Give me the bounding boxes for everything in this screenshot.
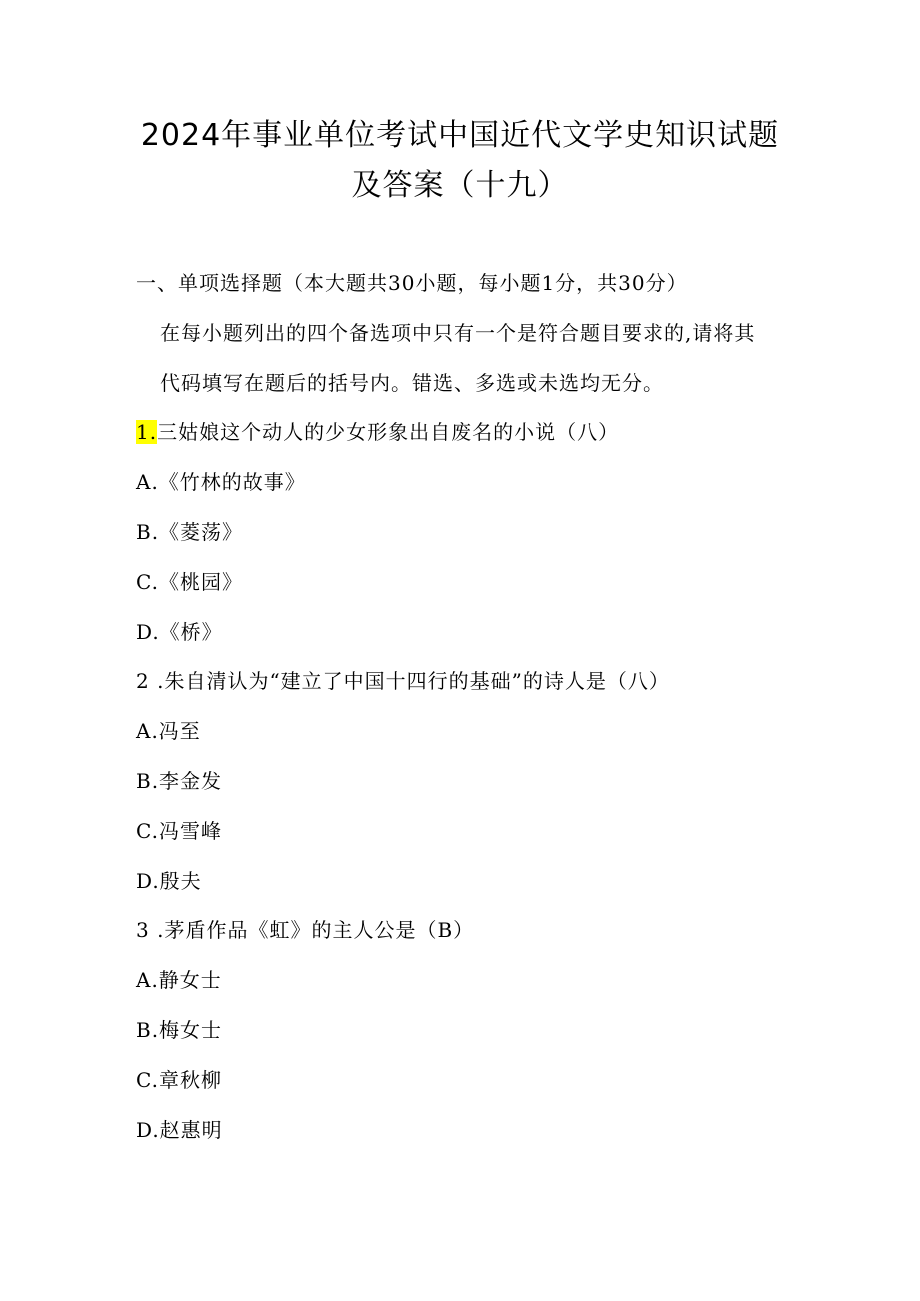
question-1-option-c: C.《桃园》 bbox=[136, 570, 243, 594]
question-3-text: .茅盾作品《虹》的主人公是（B） bbox=[149, 918, 475, 942]
question-1 bbox=[136, 417, 619, 447]
question-2-text: .朱自清认为“建立了中国十四行的基础”的诗人是（八） bbox=[149, 669, 670, 693]
question-2 bbox=[136, 666, 670, 696]
question-1-option-a: A.《竹林的故事》 bbox=[136, 470, 306, 494]
question-3 bbox=[136, 915, 474, 945]
document-title-line-2: 及答案（十九） bbox=[351, 168, 569, 203]
question-3-option-d: D.赵惠明 bbox=[136, 1118, 223, 1142]
section-heading: 一、单项选择题（本大题共30小题，每小题1分，共30分） bbox=[136, 271, 688, 295]
question-2-option-d: D.殷夫 bbox=[136, 869, 202, 893]
question-3-option-b: B.梅女士 bbox=[136, 1018, 223, 1042]
question-2-option-a: A.冯至 bbox=[136, 719, 201, 743]
section-instruction-line-1: 在每小题列出的四个备选项中只有一个是符合题目要求的,请将其 bbox=[160, 321, 756, 345]
document-title-line-1: 2024年事业单位考试中国近代文学史知识试题 bbox=[140, 118, 780, 153]
question-1-option-b: B.《菱荡》 bbox=[136, 520, 244, 544]
question-3-option-c: C.章秋柳 bbox=[136, 1068, 222, 1092]
question-1-option-d: D.《桥》 bbox=[136, 620, 223, 644]
section-instruction-line-2: 代码填写在题后的括号内。错选、多选或未选均无分。 bbox=[160, 371, 664, 395]
question-3-number: 3 bbox=[136, 918, 150, 942]
question-2-option-c: C.冯雪峰 bbox=[136, 819, 222, 843]
question-2-number: 2 bbox=[136, 669, 150, 693]
question-2-option-b: B.李金发 bbox=[136, 769, 223, 793]
question-3-option-a: A.静女士 bbox=[136, 968, 222, 992]
question-1-number-highlight: 1. bbox=[136, 420, 158, 444]
question-1-text: 三姑娘这个动人的少女形象出自废名的小说（八） bbox=[157, 420, 620, 444]
